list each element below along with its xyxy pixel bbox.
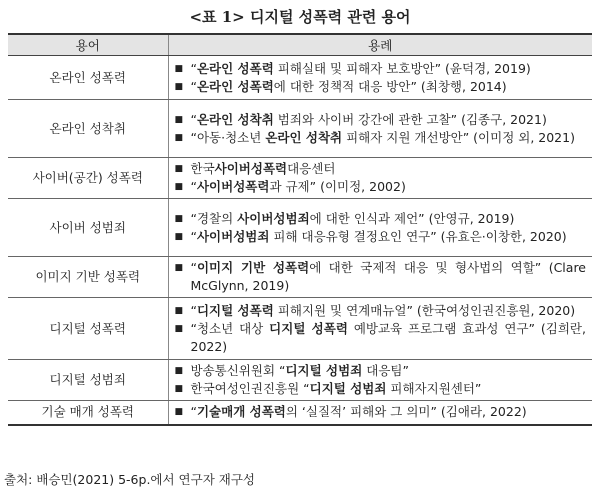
bullet-icon: ■ [174,164,184,174]
term-highlight: 디지털 성폭력 [269,320,348,336]
example-text: “ [190,78,197,94]
term-highlight: 이미지 기반 성폭력 [196,260,310,275]
example-text: 피해지원 및 연계매뉴얼” (한국여성인권진흥원, 2020) [273,302,576,318]
table-row [8,158,592,199]
bullet-icon: ■ [174,305,184,316]
example-item [173,111,587,129]
example-cell [168,158,592,199]
example-item [173,129,587,147]
example-list [173,403,587,421]
term-highlight: 사이버성범죄 [237,210,310,226]
term-cell: 기술 매개 성폭력 [8,401,168,425]
example-item [173,210,587,228]
table-row [8,401,592,425]
term-cell: 디지털 성범죄 [8,360,168,401]
example-text: “ [190,404,197,420]
example-text: 피해자지원센터” [386,381,482,396]
table-row [8,360,592,401]
example-item [173,228,587,246]
example-cell [168,257,592,298]
term-cell: 이미지 기반 성폭력 [8,257,168,298]
example-list [173,60,587,96]
term-cell: 온라인 성착취 [8,100,168,158]
bullet-icon: ■ [174,323,184,334]
term-highlight: 온라인 성폭력 [196,78,274,94]
bullet-icon: ■ [174,182,184,192]
term-highlight: 사이버성범죄 [196,228,270,244]
example-item [173,380,587,398]
term-highlight: 온라인 성착취 [265,129,343,145]
example-list [173,362,587,398]
example-text: 피해자 지원 개선방안” (이미정 외, 2021) [342,129,575,145]
term-highlight: 온라인 성착취 [196,111,274,127]
example-list [173,259,587,295]
header-example: 용례 [168,34,592,56]
source-note: 출처: 배승민(2021) 5-6p.에서 연구자 재구성 [4,472,255,487]
example-text: 피해 대응유형 결정요인 연구” (유효은·이창한, 2020) [269,228,567,244]
term-cell: 디지털 성폭력 [8,298,168,360]
example-text: “ [190,60,197,76]
table-row [8,100,592,158]
example-text: 의 ‘실질적’ 피해와 그 의미” (김애라, 2022) [285,404,527,420]
example-text: 피해실태 및 피해자 보호방안” (윤덕경, 2019) [273,60,531,76]
example-text: 대응팀” [362,363,409,378]
example-list [173,210,587,246]
example-item [173,178,587,196]
example-text: “ [190,179,197,194]
example-cell [168,298,592,360]
example-text: “아동·청소년 [190,129,266,145]
example-text: 범죄와 사이버 강간에 관한 고찰” (김종구, 2021) [273,111,547,127]
example-text: 한국여성인권진흥원 “ [190,381,310,396]
example-item [173,362,587,380]
term-highlight: 사이버성폭력 [196,179,270,194]
example-text: 에 대한 인식과 제언” (안영규, 2019) [309,210,515,226]
example-cell [168,401,592,425]
example-text: “경찰의 [190,210,238,226]
bullet-icon: ■ [174,263,184,273]
bullet-icon: ■ [174,366,184,376]
example-text: 과 규제” (이미정, 2002) [269,179,406,194]
example-cell [168,360,592,401]
example-text: “ [190,228,197,244]
example-cell [168,100,592,158]
term-highlight: 사이버성폭력 [214,161,288,176]
example-text: “ [190,111,197,127]
terms-table [8,33,592,426]
term-cell: 사이버(공간) 성폭력 [8,158,168,199]
example-text: “청소년 대상 [190,320,270,336]
example-cell [168,199,592,257]
example-text: 대응센터 [287,161,336,176]
example-text: 에 대한 국제적 대응 및 형사법의 역할” (Clare McGlynn, 2019) [190,260,586,293]
term-highlight: 디지털 성범죄 [285,363,363,378]
example-item [173,60,587,78]
example-item [173,403,587,421]
bullet-icon: ■ [174,114,184,125]
example-item [173,259,587,295]
term-highlight: 디지털 성범죄 [309,381,387,396]
bullet-icon: ■ [174,63,184,74]
example-cell [168,56,592,100]
bullet-icon: ■ [174,132,184,143]
example-list [173,160,587,196]
table-row [8,257,592,298]
term-highlight: 온라인 성폭력 [196,60,274,76]
example-item [173,302,587,320]
example-item [173,78,587,96]
table-row [8,298,592,360]
term-cell: 사이버 성범죄 [8,199,168,257]
header-term: 용어 [8,34,168,56]
term-highlight: 기술매개 성폭력 [196,404,286,420]
example-list [173,302,587,356]
term-highlight: 디지털 성폭력 [196,302,274,318]
example-text: “ [190,260,197,275]
table-body [8,56,592,425]
table-row [8,56,592,100]
header-row [8,34,592,56]
table-row [8,199,592,257]
bullet-icon: ■ [174,231,184,242]
bullet-icon: ■ [174,407,184,418]
bullet-icon: ■ [174,384,184,394]
example-text: 방송통신위원회 “ [190,363,286,378]
example-text: 에 대한 정책적 대응 방안” (최창행, 2014) [273,78,507,94]
example-text: 예방교육 프로그램 효과성 연구” (김희란, 2022) [190,320,586,354]
example-item [173,160,587,178]
example-text: “ [190,302,197,318]
term-cell: 온라인 성폭력 [8,56,168,100]
example-list [173,111,587,147]
bullet-icon: ■ [174,81,184,92]
example-text: 한국 [190,161,215,176]
table-title: <표 1> 디지털 성폭력 관련 용어 [189,8,411,26]
bullet-icon: ■ [174,213,184,224]
example-item [173,320,587,356]
